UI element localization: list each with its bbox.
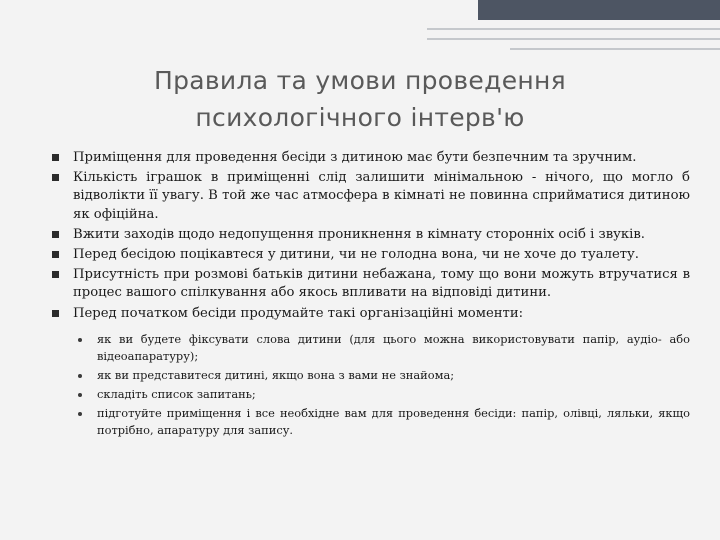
organizational-moments-list bbox=[73, 331, 690, 439]
square-bullet-icon bbox=[52, 154, 59, 161]
rule-item bbox=[50, 246, 690, 264]
square-bullet-icon bbox=[52, 174, 59, 181]
decorative-line bbox=[510, 48, 720, 50]
square-bullet-icon bbox=[52, 271, 59, 278]
rule-text: Кількість іграшок в приміщенні слід залишити мінімальною - нічого, що могло б відволікти її увагу. В той же час атмосфера в кімнаті не повинна сприйматися дитиною як офіційна. bbox=[73, 170, 690, 222]
rule-item bbox=[50, 169, 690, 224]
square-bullet-icon bbox=[52, 251, 59, 258]
decorative-line bbox=[427, 38, 720, 40]
sub-item-text: як ви представитеся дитині, якщо вона з вами не знайома; bbox=[97, 367, 455, 382]
rule-text: Вжити заходів щодо недопущення проникнення в кімнату сторонніх осіб і звуків. bbox=[73, 226, 645, 242]
dot-bullet-icon bbox=[78, 412, 82, 416]
sub-item bbox=[73, 367, 690, 384]
slide-title-line-1: Правила та умови проведення bbox=[153, 66, 567, 95]
sub-item bbox=[73, 405, 690, 439]
rules-list bbox=[50, 149, 690, 439]
dot-bullet-icon bbox=[78, 338, 82, 342]
decorative-top-bar bbox=[478, 0, 720, 20]
sub-item-text: підготуйте приміщення і все необхідне вам для проведення бесіди: папір, олівці, ляльки, якщо потрібно, апаратуру для запису. bbox=[97, 405, 690, 437]
decorative-line bbox=[427, 28, 720, 30]
rule-item bbox=[50, 266, 690, 302]
sub-item-text: як ви будете фіксувати слова дитини (для цього можна використовувати папір, аудіо- або відеоапаратуру); bbox=[97, 331, 690, 363]
sub-item-text: складіть список запитань; bbox=[97, 386, 256, 401]
rule-text: Перед початком бесіди продумайте такі організаційні моменти: bbox=[73, 305, 524, 321]
square-bullet-icon bbox=[52, 310, 59, 317]
rule-text: Присутність при розмові батьків дитини небажана, тому що вони можуть втручатися в процес вашого спілкування або якось впливати на відповіді дитини. bbox=[73, 267, 690, 301]
slide-title bbox=[60, 62, 660, 136]
rule-item bbox=[50, 226, 690, 244]
rule-item bbox=[50, 149, 690, 167]
sub-item bbox=[73, 386, 690, 403]
square-bullet-icon bbox=[52, 231, 59, 238]
slide-title-line-2: психологічного інтерв'ю bbox=[195, 103, 525, 132]
dot-bullet-icon bbox=[78, 393, 82, 397]
sub-item bbox=[73, 331, 690, 365]
rule-text: Перед бесідою поцікавтеся у дитини, чи не голодна вона, чи не хоче до туалету. bbox=[73, 247, 639, 263]
dot-bullet-icon bbox=[78, 374, 82, 378]
slide-content bbox=[50, 149, 690, 441]
rule-item bbox=[50, 305, 690, 439]
rule-text: Приміщення для проведення бесіди з дитиною має бути безпечним та зручним. bbox=[73, 150, 637, 165]
